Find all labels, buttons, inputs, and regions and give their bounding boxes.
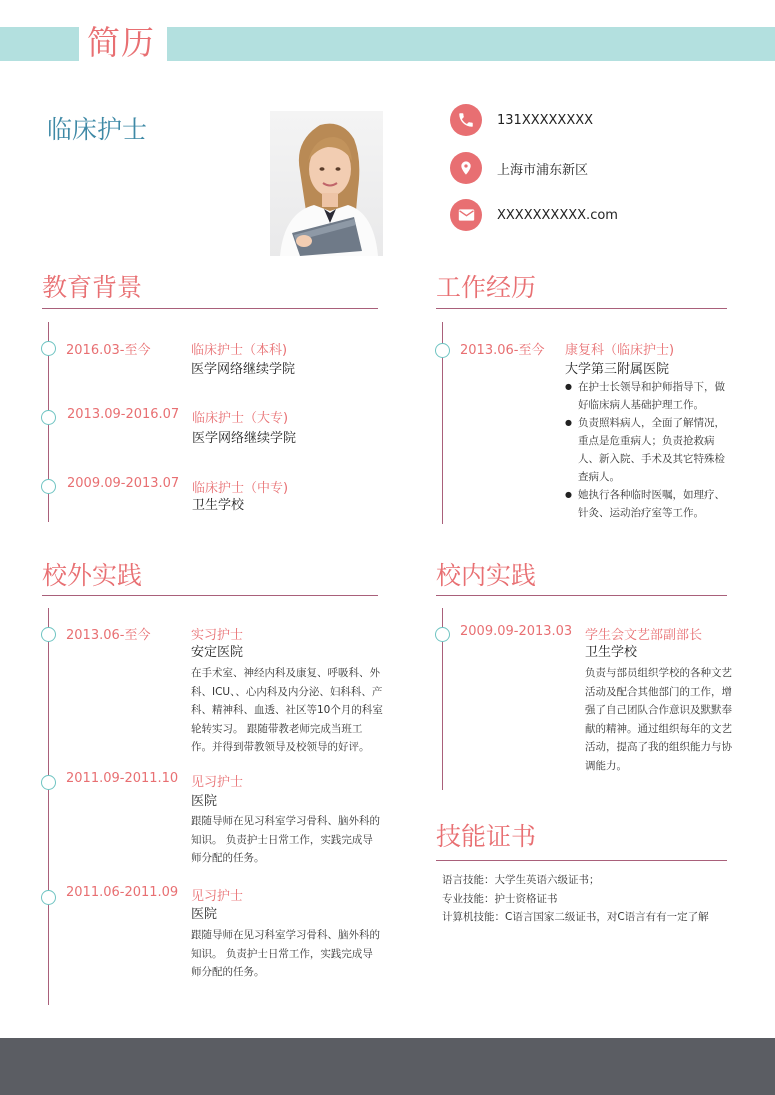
internal-role: 学生会文艺部副部长 bbox=[585, 628, 703, 643]
external-role: 见习护士 bbox=[191, 775, 244, 790]
envelope-icon bbox=[450, 199, 482, 231]
phone-icon bbox=[450, 104, 482, 136]
education-degree: 临床护士（大专) bbox=[192, 411, 289, 426]
external-role: 实习护士 bbox=[191, 628, 244, 643]
external-desc: 在手术室、神经内科及康复、呼吸科、外科、ICU、、心内科及内分泌、妇科科、产科、精神科、血透、社区等10个月的科室轮转实习。 跟随带教老师完成当班工作。并得到带教领导及校领导的好评。 bbox=[191, 667, 383, 753]
education-school: 医学网络继续学院 bbox=[192, 431, 297, 446]
external-org: 医院 bbox=[191, 794, 218, 809]
skills-title: 技能证书 bbox=[436, 822, 537, 851]
external-timeline bbox=[48, 608, 49, 1005]
external-desc: 跟随导师在见习科室学习骨科、脑外科的知识。 负责护士日常工作，实践完成导师分配的任务。 bbox=[191, 929, 380, 978]
page-title: 简历 bbox=[87, 23, 155, 62]
timeline-dot bbox=[41, 410, 56, 425]
internal-date: 2009.09-2013.03 bbox=[460, 624, 573, 639]
timeline-dot bbox=[41, 627, 56, 642]
work-title: 工作经历 bbox=[436, 273, 537, 302]
contact-phone bbox=[450, 104, 593, 136]
phone-text: 131XXXXXXXX bbox=[497, 112, 594, 128]
skills-divider bbox=[436, 860, 727, 861]
address-text: 上海市浦东新区 bbox=[497, 162, 589, 178]
work-divider bbox=[436, 308, 727, 309]
external-desc: 跟随导师在见习科室学习骨科、脑外科的知识。 负责护士日常工作，实践完成导师分配的任务。 bbox=[191, 815, 380, 864]
contact-email bbox=[450, 199, 618, 231]
external-org: 安定医院 bbox=[191, 645, 244, 660]
skill-language: 语言技能：大学生英语六级证书； bbox=[442, 874, 600, 886]
internal-org: 卫生学校 bbox=[585, 645, 638, 660]
timeline-dot bbox=[41, 890, 56, 905]
external-role: 见习护士 bbox=[191, 889, 244, 904]
internal-desc: 负责与部员组织学校的各种文艺活动及配合其他部门的工作，增强了自己团队合作意识及默默奉献的精神。通过组织每年的文艺活动，提高了我的组织能力与协调能力。 bbox=[585, 667, 732, 772]
internal-title: 校内实践 bbox=[436, 561, 537, 590]
work-date: 2013.06-至今 bbox=[460, 343, 545, 358]
education-school: 医学网络继续学院 bbox=[191, 362, 296, 377]
education-degree: 临床护士（本科) bbox=[191, 343, 288, 358]
education-title: 教育背景 bbox=[42, 273, 143, 302]
job-title: 临床护士 bbox=[47, 115, 148, 144]
timeline-dot bbox=[435, 627, 450, 642]
timeline-dot bbox=[435, 343, 450, 358]
email-text: XXXXXXXXXX.com bbox=[497, 207, 618, 223]
education-degree: 临床护士（中专) bbox=[192, 481, 289, 496]
work-duty: ● 负责照料病人，全面了解情况，重点是危重病人；负责抢救病人、新入院、手术及其它特殊检查病人。 bbox=[565, 414, 735, 486]
education-divider bbox=[42, 308, 378, 309]
skill-computer: 计算机技能：C语言国家二级证书，对C语言有有一定了解 bbox=[442, 911, 709, 923]
education-date: 2009.09-2013.07 bbox=[67, 476, 180, 491]
timeline-dot bbox=[41, 341, 56, 356]
skill-professional: 专业技能：护士资格证书 bbox=[442, 893, 558, 905]
timeline-dot bbox=[41, 479, 56, 494]
contact-address bbox=[450, 152, 588, 184]
timeline-dot bbox=[41, 775, 56, 790]
external-title: 校外实践 bbox=[42, 561, 143, 590]
location-pin-icon bbox=[450, 152, 482, 184]
education-date: 2013.09-2016.07 bbox=[67, 407, 180, 422]
profile-photo bbox=[270, 111, 383, 256]
education-school: 卫生学校 bbox=[192, 498, 245, 513]
internal-divider bbox=[436, 595, 727, 596]
external-date: 2011.06-2011.09 bbox=[66, 885, 179, 900]
external-date: 2013.06-至今 bbox=[66, 628, 151, 643]
footer-bar bbox=[0, 1038, 775, 1095]
work-role: 康复科（临床护士) bbox=[565, 343, 675, 358]
work-duty: ● 她执行各种临时医嘱，如理疗、针灸、运动治疗室等工作。 bbox=[565, 486, 735, 522]
work-duty: ● 在护士长领导和护师指导下，做好临床病人基础护理工作。 bbox=[565, 378, 735, 414]
external-divider bbox=[42, 595, 378, 596]
education-date: 2016.03-至今 bbox=[66, 343, 151, 358]
work-duties bbox=[565, 378, 735, 522]
external-date: 2011.09-2011.10 bbox=[66, 771, 179, 786]
work-org: 大学第三附属医院 bbox=[565, 362, 670, 377]
external-org: 医院 bbox=[191, 907, 218, 922]
